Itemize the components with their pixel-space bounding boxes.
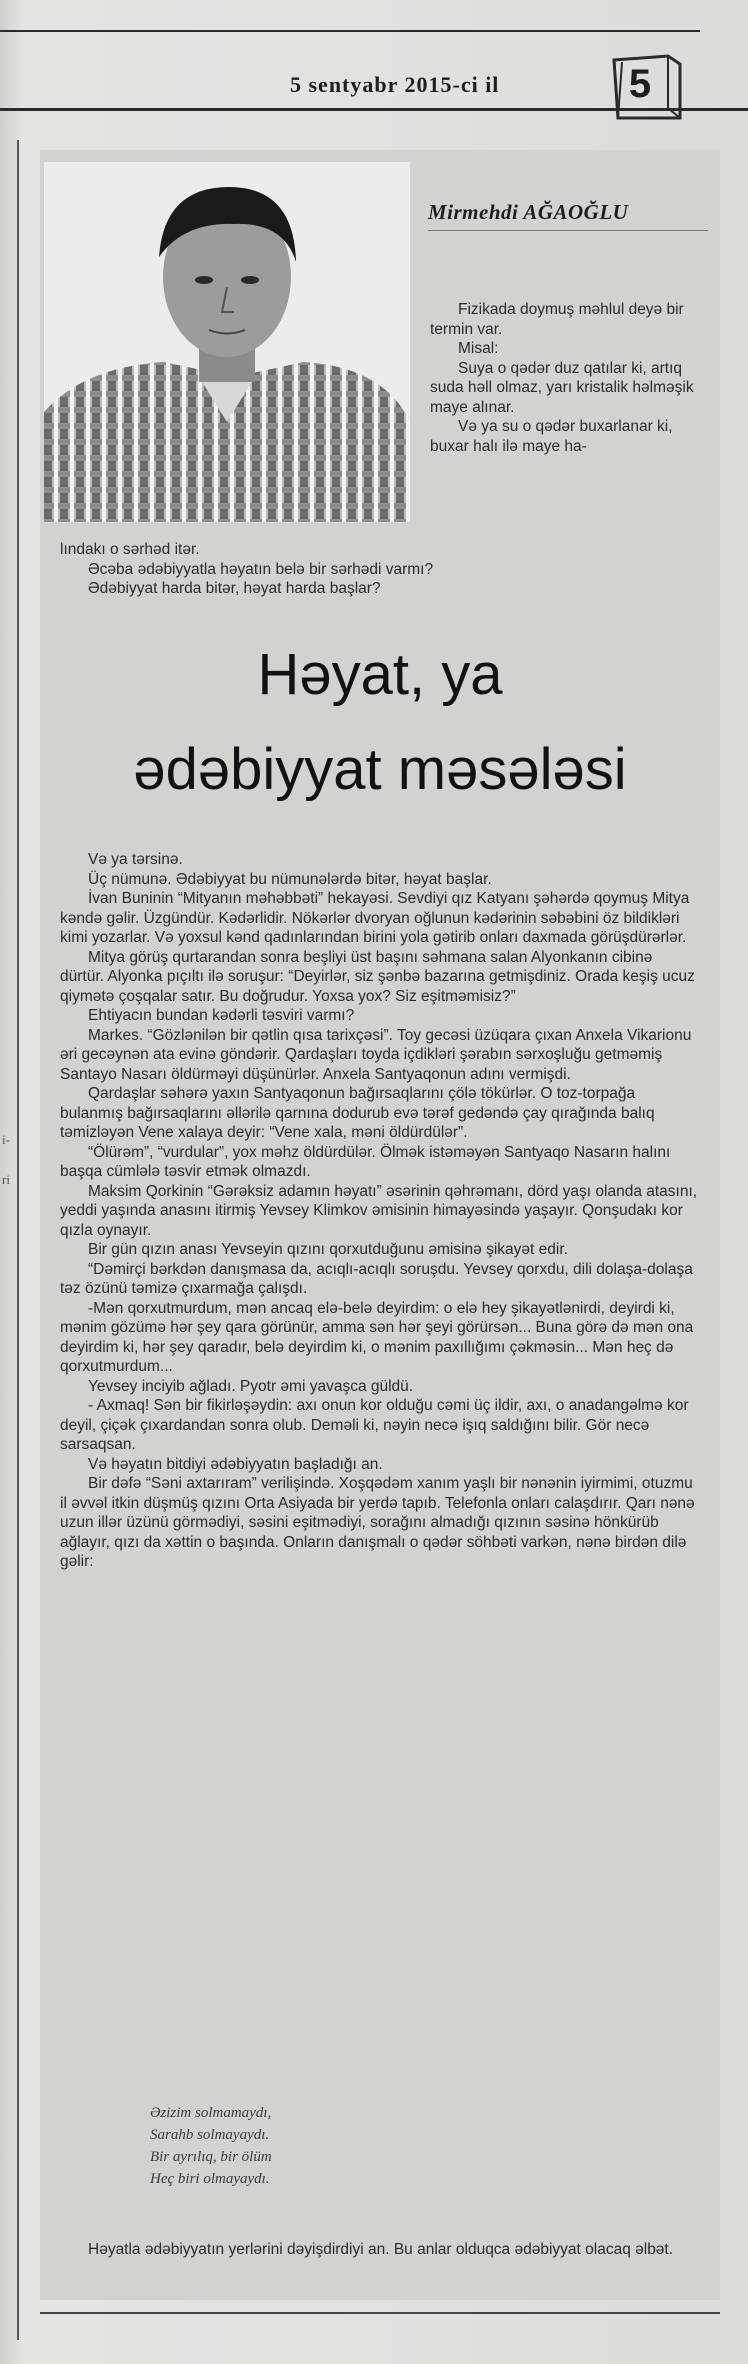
body-paragraph: Yevsey inciyib ağladı. Pyotr əmi yavaşca güldü.	[88, 1377, 414, 1395]
closing-section	[60, 2240, 700, 2260]
headline-line-2: ədəbiyyat məsələsi	[133, 737, 627, 802]
body-paragraph: “Dəmirçi bərkdən danışmasa da, acıqlı-acıqlı soruşdu. Yevsey qorxdu, dili dolaşa-dolaşa təz özünü təmizə çıxarmağa çalışdı.	[60, 1260, 693, 1297]
intro-paragraph: Əcəba ədəbiyyatla həyatın belə bir sərhədi varmı?	[88, 560, 434, 578]
headline-line-1: Həyat, ya	[257, 642, 503, 707]
intro-paragraph: Misal:	[458, 340, 499, 357]
intro-paragraph: Suya o qədər duz qatılar ki, artıq suda həll olmaz, yarı kristalik həlməşik maye alınar.	[430, 359, 694, 416]
body-paragraph: Mitya görüş qurtarandan sonra beşliyi üst başını səhmana salan Alyonkanın cibinə dürtür. Alyonka pıçıltı ilə soruşur: “Deyirlər, siz şənbə bazarına getmişdiniz. Orada keşiş ucuz qiymətə çoşqalar satır. Bu doğrudur. Yoxsa yox? Siz eşitməmisiz?”	[60, 948, 695, 1005]
poem-line: Əzizim solmamaydı,	[150, 2105, 272, 2121]
intro-paragraph: lındakı o sərhəd itər.	[60, 541, 200, 558]
body-paragraph: Bir dəfə “Səni axtarıram” verilişində. Xoşqədəm xanım yaşlı bir nənənin iyirmimi, otuzmu il əvvəl itkin düşmüş qızını Orta Asiyada bir yerdə tapıb. Telefonla onları calaşdırır. Qarı nənə uzun illər üzünü görmədiyi, səsini eşitmədiyi, sorağını almadığı qızının səsinə hönkürüb ağlayır, qızı da xəttin o başında. Onların danışmalı o qədər söhbəti varkən, nənə birdən dilə gəlir:	[60, 1475, 695, 1570]
intro-column	[430, 300, 705, 456]
body-paragraph: Bir gün qızın anası Yevseyin qızını qorxutduğunu əmisinə şikayət edir.	[88, 1241, 568, 1258]
poem-line: Sarahb solmayaydı.	[150, 2127, 270, 2143]
article-body	[60, 850, 700, 1572]
intro-paragraph: Və ya su o qədər buxarlanar ki, buxar halı ilə maye ha-	[430, 418, 673, 455]
closing-paragraph: Həyatla ədəbiyyatın yerlərini dəyişdirdiyi an. Bu anlar olduqca ədəbiyyat olacaq əlbət.	[88, 2241, 674, 2258]
body-paragraph: Qardaşlar səhərə yaxın Santyaqonun bağırsaqlarını çölə tökürlər. O toz-torpağa bulanmış bağırsaqlarını əllərilə qarnına dodurub evə tərəf gedəndə çay qırağında balıq təmizləyən Vene xalaya deyir: “Vene xala, məni öldürdülər”.	[60, 1085, 655, 1141]
body-paragraph: - Axmaq! Sən bir fikirləşəydin: axı onun kor olduğu cəmi üç ildir, axı, o anadangəlmə kor deyil, çiçək çıxardandan sonra olub. Deməli ki, nəyin necə işıq saldığını bilir. Gör necə sarsaqsan.	[60, 1397, 689, 1453]
body-paragraph: Və ya tərsinə.	[88, 851, 183, 868]
body-paragraph: Üç nümunə. Ədəbiyyat bu nümunələrdə bitər, həyat başlar.	[88, 870, 492, 888]
edge-fragments: i- ri	[2, 1132, 10, 1187]
header-top-rule	[0, 30, 700, 32]
body-paragraph: İvan Buninin “Mityanın məhəbbəti” hekayəsi. Sevdiyi qız Katyanı şəhərdə qoymuş Mitya kəndə gəlir. Üzgündür. Kədərlidir. Nökərlər dvoryan oğlunun kədərinin səbəbini öz bildikləri kimi yozarlar. Və yoxsul kənd qadınlarından birini yola gətirib onları daxmada görüşdürərlər.	[60, 890, 690, 946]
issue-date: 5 sentyabr 2015-ci il	[290, 72, 500, 97]
body-paragraph: Ehtiyacın bundan kədərli təsviri varmı?	[88, 1007, 355, 1024]
bottom-rule	[40, 2312, 720, 2314]
body-paragraph: “Ölürəm”, “vurdular”, yox məhz öldürdülər. Ölmək istəməyən Santyaqo Nasarın halını başqa cümlələ təsvir etmək olmazdı.	[60, 1143, 671, 1180]
intro-paragraph: Ədəbiyyat harda bitər, həyat harda başlar?	[88, 580, 381, 597]
intro-paragraph: Fizikada doymuş məhlul deyə bir termin var.	[430, 301, 684, 338]
author-rule	[428, 230, 708, 231]
intro-continuation	[60, 540, 700, 599]
poem-line: Bir ayrılıq, bir ölüm	[150, 2149, 272, 2165]
body-paragraph: Maksim Qorkinin “Gərəksiz adamın həyatı” əsərinin qəhrəmanı, dörd yaşı olanda atasını, yeddi yaşında anasını itirmiş Yevsey Klimkov əmisinin himayəsində yaşayır. Qonşudakı kor qızla oynayır.	[60, 1182, 698, 1239]
author-name: Mirmehdi AĞAOĞLU	[428, 200, 629, 224]
body-paragraph: -Mən qorxutmurdum, mən ancaq elə-belə deyirdim: o elə hey şikayətlənirdi, deyirdi ki, mənim gözümə hər şey qara görünür, amma sən hər şeyi görürsən... Buna görə də mən ona deyirdim ki, hər şey qaradır, belə deyirdim ki, o mənim paxıllığımı çəkməsin... Mən heç də qorxutmurdum...	[60, 1299, 694, 1375]
page-number: 5	[628, 62, 652, 106]
poem-line: Heç biri olmayaydı.	[150, 2171, 270, 2187]
body-paragraph: Markes. “Gözlənilən bir qətlin qısa tarixçəsi”. Toy gecəsi üzüqara çıxan Anxela Vikarionu əri gecəynən ata evinə göndərir. Qardaşları toyda içdikləri şərabın sərxoşluğu getməmiş Santayo Nasarı öldürməyi düşünürlər. Anxela Santyaqonun adını vermişdi.	[60, 1026, 692, 1083]
header-bottom-rule	[0, 108, 748, 111]
column-rule	[17, 140, 19, 2340]
poem-quote	[150, 2102, 272, 2190]
author-portrait	[44, 162, 410, 522]
body-paragraph: Və həyatın bitdiyi ədəbiyyatın başladığı an.	[88, 1455, 383, 1473]
